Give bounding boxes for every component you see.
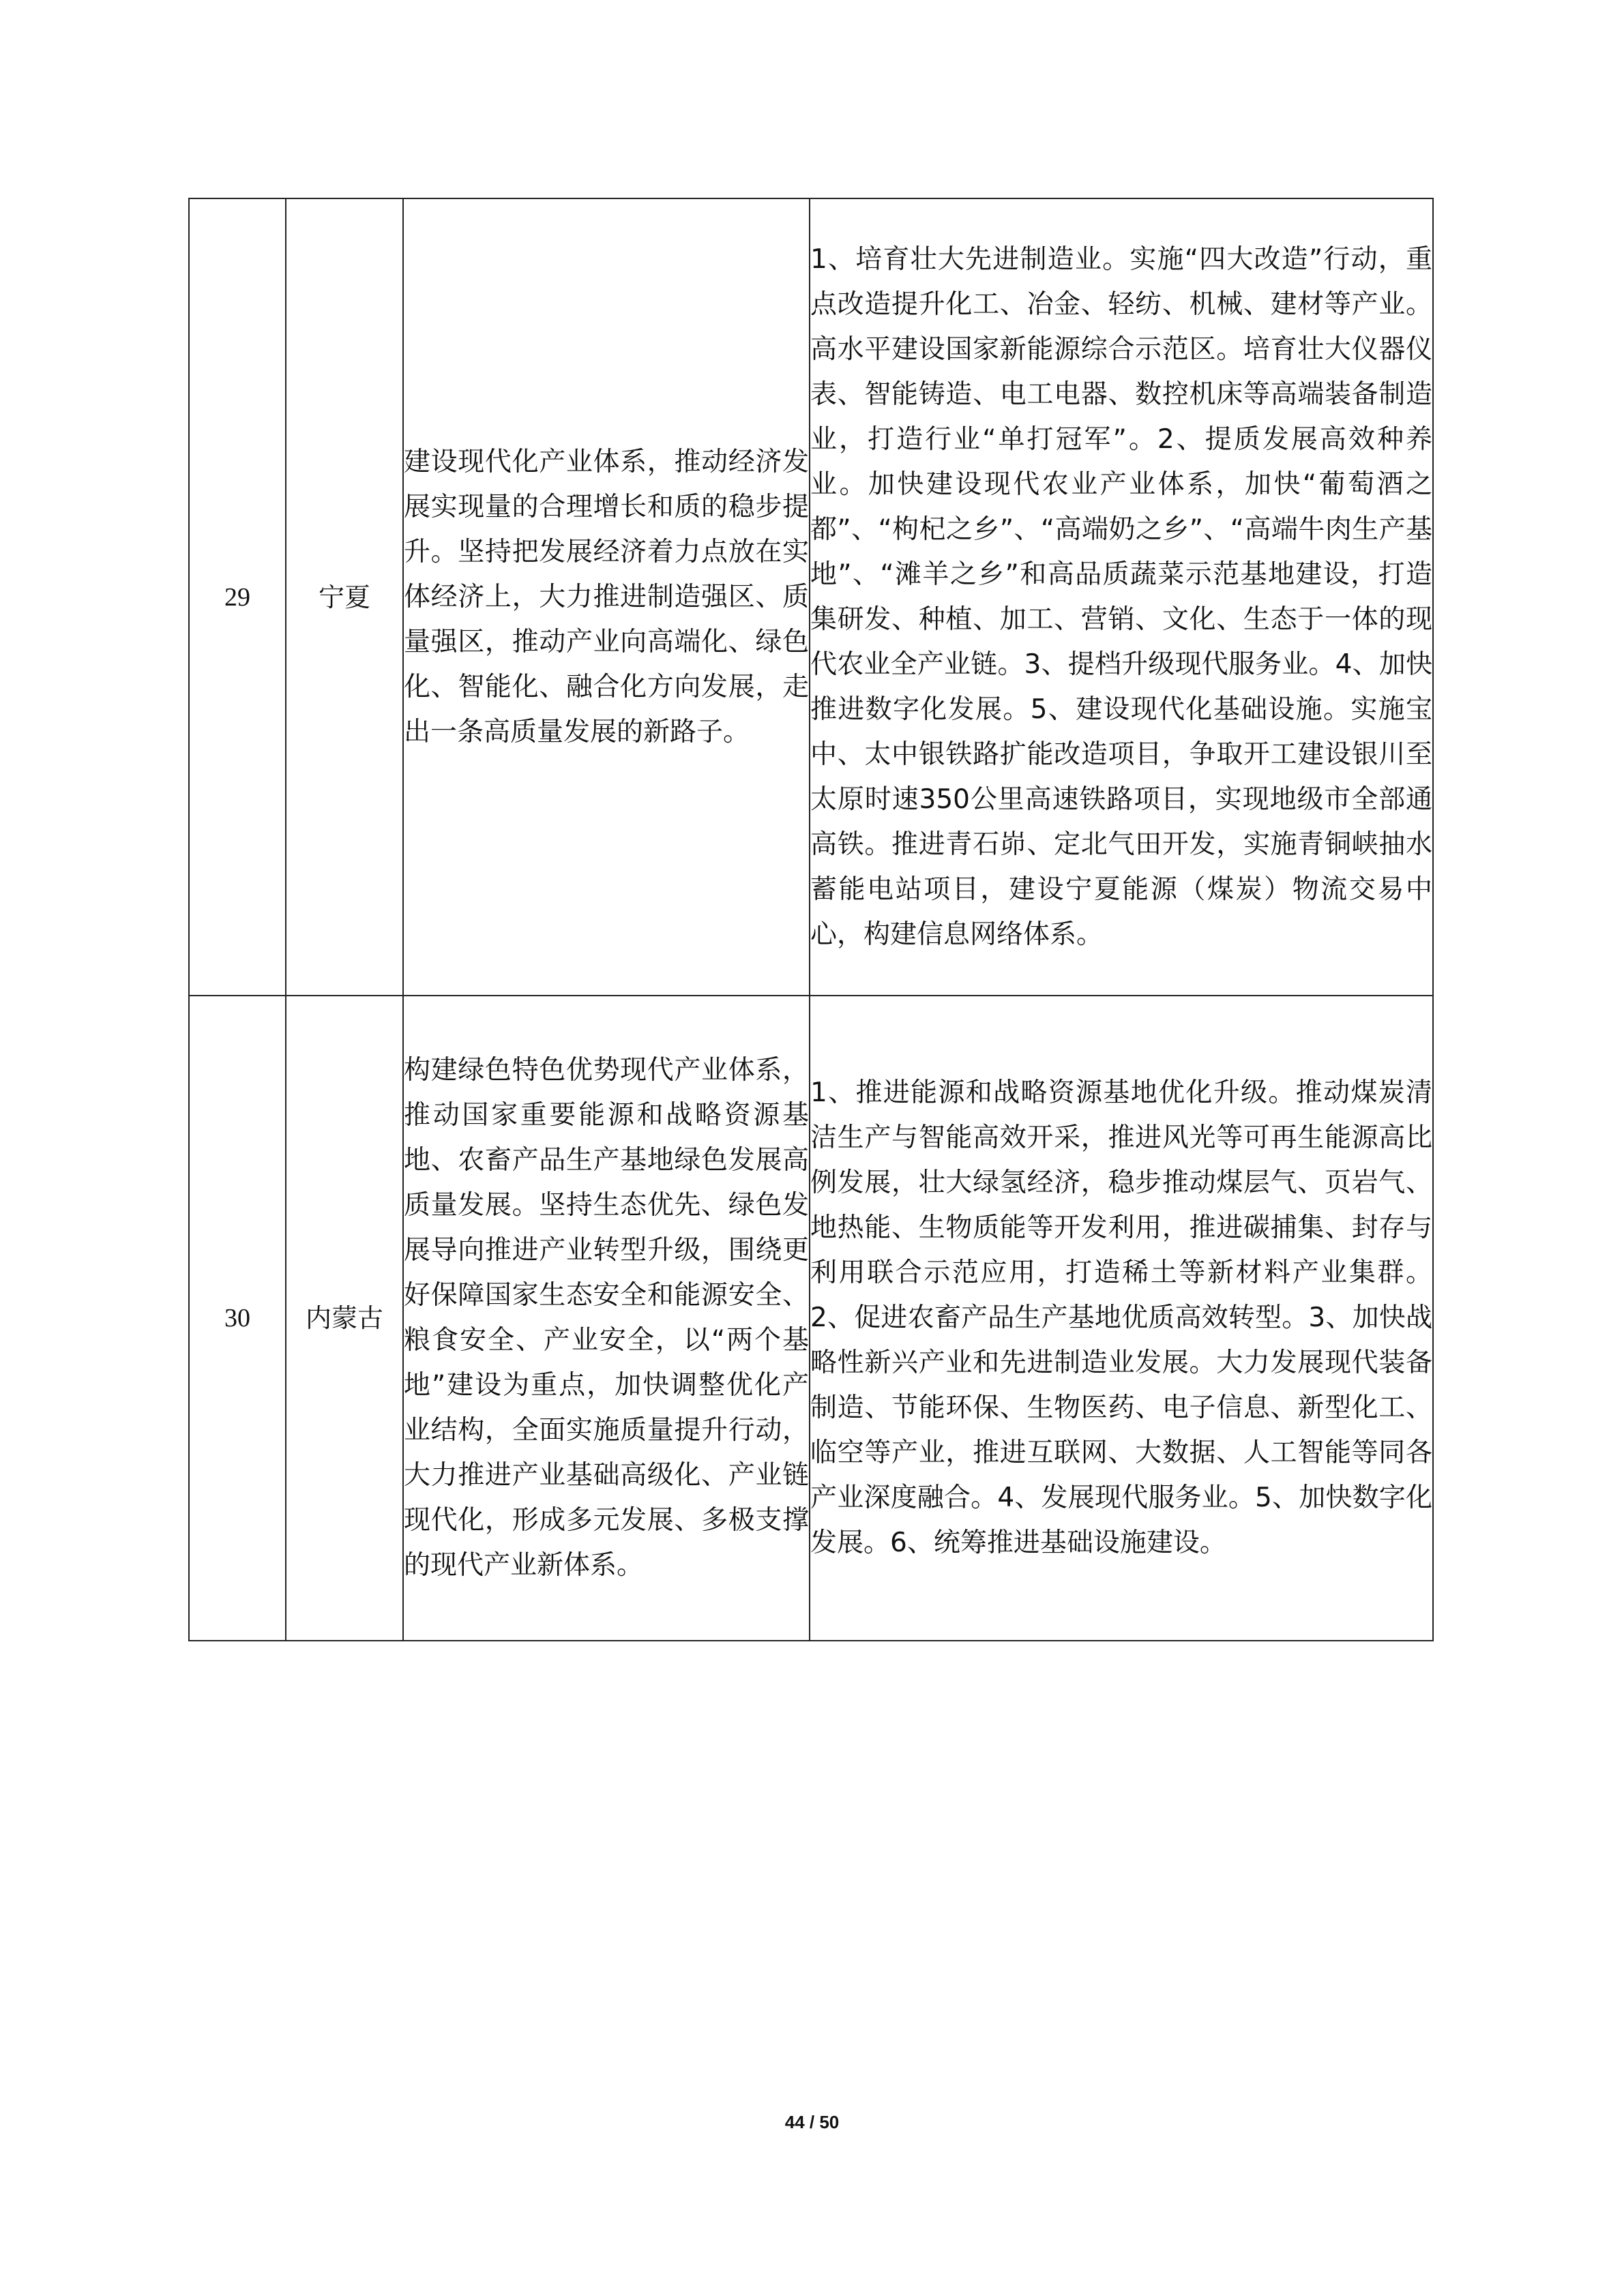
- page-number: 44 / 50: [784, 2112, 840, 2132]
- table-row: [189, 198, 1433, 996]
- province-name: 内蒙古: [286, 996, 403, 1641]
- row-number: 30: [189, 996, 286, 1641]
- plan-table: [188, 198, 1434, 1641]
- province-name: 宁夏: [286, 198, 403, 996]
- development-goal: 构建绿色特色优势现代产业体系，推动国家重要能源和战略资源基地、农畜产品生产基地绿色发展高质量发展。坚持生态优先、绿色发展导向推进产业转型升级，围绕更好保障国家生态安全和能源安全、粮食安全、产业安全，以“两个基地”建设为重点，加快调整优化产业结构，全面实施质量提升行动，大力推进产业基础高级化、产业链现代化，形成多元发展、多极支撑的现代产业新体系。: [403, 996, 810, 1641]
- key-tasks: 1、培育壮大先进制造业。实施“四大改造”行动，重点改造提升化工、冶金、轻纺、机械、建材等产业。高水平建设国家新能源综合示范区。培育壮大仪器仪表、智能铸造、电工电器、数控机床等高端装备制造业，打造行业“单打冠军”。2、提质发展高效种养业。加快建设现代农业产业体系，加快“葡萄酒之都”、“枸杞之乡”、“高端奶之乡”、“高端牛肉生产基地”、“滩羊之乡”和高品质蔬菜示范基地建设，打造集研发、种植、加工、营销、文化、生态于一体的现代农业全产业链。3、提档升级现代服务业。4、加快推进数字化发展。5、建设现代化基础设施。实施宝中、太中银铁路扩能改造项目，争取开工建设银川至太原时速350公里高速铁路项目，实现地级市全部通高铁。推进青石峁、定北气田开发，实施青铜峡抽水蓄能电站项目，建设宁夏能源（煤炭）物流交易中心，构建信息网络体系。: [810, 198, 1433, 996]
- table-row: [189, 996, 1433, 1641]
- key-tasks: 1、推进能源和战略资源基地优化升级。推动煤炭清洁生产与智能高效开采，推进风光等可再生能源高比例发展，壮大绿氢经济，稳步推动煤层气、页岩气、地热能、生物质能等开发利用，推进碳捕集、封存与利用联合示范应用，打造稀土等新材料产业集群。2、促进农畜产品生产基地优质高效转型。3、加快战略性新兴产业和先进制造业发展。大力发展现代装备制造、节能环保、生物医药、电子信息、新型化工、临空等产业，推进互联网、大数据、人工智能等同各产业深度融合。4、发展现代服务业。5、加快数字化发展。6、统筹推进基础设施建设。: [810, 996, 1433, 1641]
- row-number: 29: [189, 198, 286, 996]
- development-goal: 建设现代化产业体系，推动经济发展实现量的合理增长和质的稳步提升。坚持把发展经济着力点放在实体经济上，大力推进制造强区、质量强区，推动产业向高端化、绿色化、智能化、融合化方向发展，走出一条高质量发展的新路子。: [403, 198, 810, 996]
